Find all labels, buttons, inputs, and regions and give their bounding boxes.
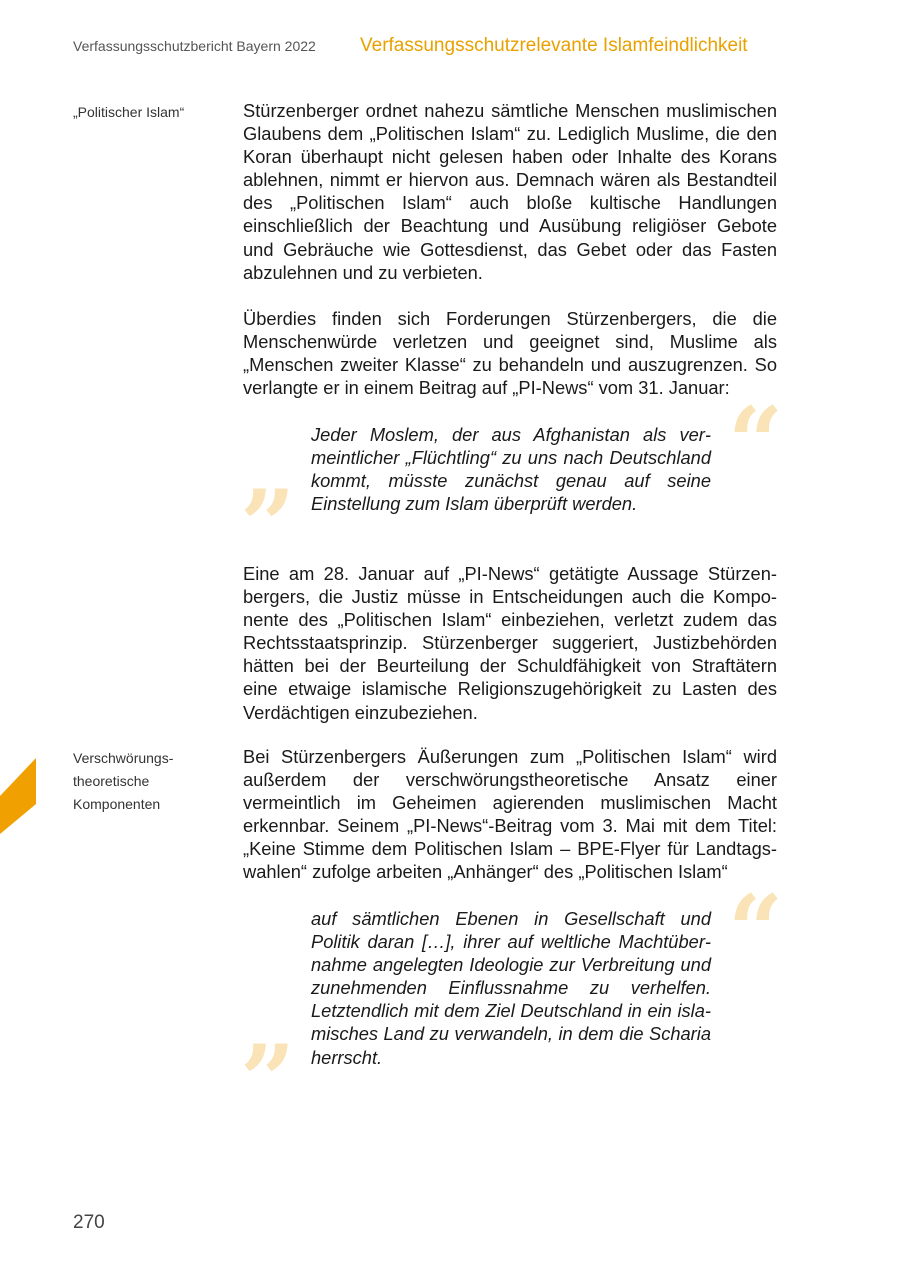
margin-note-political-islam: „Politischer Islam“ xyxy=(73,104,185,120)
margin-note-conspiracy xyxy=(73,747,173,816)
body-paragraph: Stürzenberger ordnet nahezu sämtliche Menschen muslimischen Glaubens dem „Politischen Islam“ zu. Lediglich Muslime, die den Koran überhaupt nicht gelesen haben oder Inhalte des Korans ablehnen, nimmt er hiervon aus. Demnach wären als Bestandteil des „Politischen Islam“ auch bloße kultische Handlungen einschließlich der Beachtung und Ausübung religiöser Gebote und Gebräuche wie Gottesdienst, das Gebet oder das Fasten abzulehnen und zu verbieten. xyxy=(243,100,777,283)
quote-open-mark-icon: “ xyxy=(728,386,784,499)
chapter-tab-marker-icon xyxy=(0,758,36,834)
body-paragraph: Bei Stürzenbergers Äußerungen zum „Politischen Islam“ wird außerdem der verschwörungstheoretische Ansatz einer vermeintlich im Geheimen agierenden muslimischen Macht erkennbar. Seinem „PI-News“-Beitrag vom 3. Mai mit dem Titel: „Keine Stimme dem Politischen Islam – BPE-Flyer für Landtagswahlen“ zufolge arbeiten „Anhänger“ des „Politischen Islam“ xyxy=(243,746,777,883)
quote-open-mark-icon: “ xyxy=(728,874,784,987)
body-paragraph: Überdies finden sich Forderungen Stürzenbergers, die die Menschenwürde verletzen und geeignet sind, Muslime als „Menschen zweiter Klasse“ zu behandeln und auszugrenzen. So verlangte er in einem Beitrag auf „PI-News“ vom 31. Januar: xyxy=(243,308,777,399)
header-chapter-title: Verfassungsschutzrelevante Islamfeindlichkeit xyxy=(360,35,748,56)
margin-note-line: Komponenten xyxy=(73,796,161,812)
quote-close-mark-icon: ” xyxy=(240,469,296,582)
page-number: 270 xyxy=(73,1212,105,1233)
header-report-title: Verfassungsschutzbericht Bayern 2022 xyxy=(73,38,316,54)
block-quote: auf sämtlichen Ebenen in Gesellschaft und Politik daran […], ihrer auf weltliche Machtübernahme angelegten Ideologie zur Verbreitung und zunehmenden Einflussnahme zu verhelfen. Letztendlich mit dem Ziel Deutschland in ein islamisches Land zu verwandeln, in dem die Scharia herrscht. xyxy=(311,908,711,1068)
margin-note-line: theoretische xyxy=(73,773,150,789)
margin-note-line: Verschwörungs- xyxy=(73,750,174,766)
block-quote: Jeder Moslem, der aus Afghanistan als vermeintlicher „Flüchtling“ zu uns nach Deutschland kommt, müsste zunächst genau auf seine Einstellung zum Islam überprüft werden. xyxy=(311,424,711,515)
body-paragraph: Eine am 28. Januar auf „PI-News“ getätigte Aussage Stürzenbergers, die Justiz müsse in Entscheidungen auch die Komponente des „Politischen Islam“ einbeziehen, verletzt zudem das Rechtsstaatsprinzip. Stürzenberger suggeriert, Justizbehörden hätten bei der Beurteilung der Schuldfähigkeit von Straftätern eine etwaige islamische Religionszugehörigkeit zu Lasten des Verdächtigen einzubeziehen. xyxy=(243,563,777,723)
quote-close-mark-icon: ” xyxy=(240,1024,296,1137)
